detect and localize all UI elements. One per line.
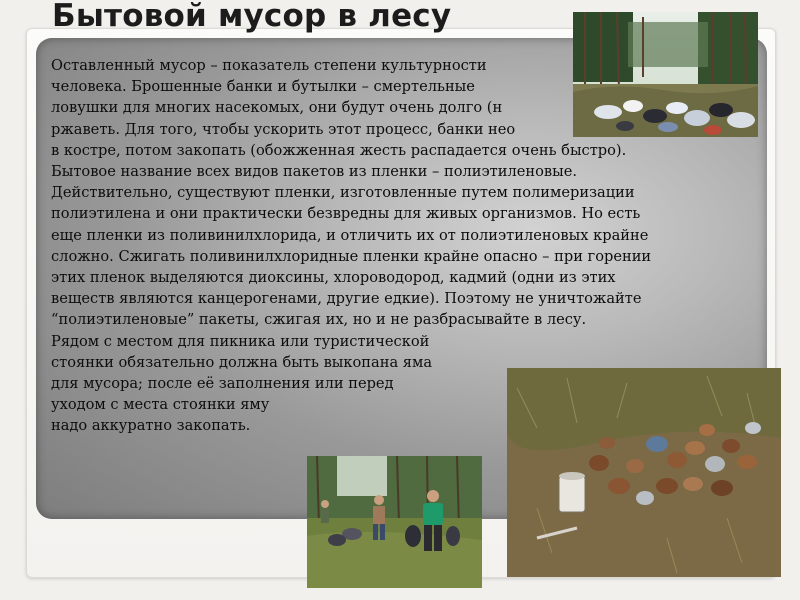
text-line: стоянки обязательно должна быть выкопана яма [51,353,433,371]
text-line: “полиэтиленовые” пакеты, сжигая их, но и не разбрасывайте в лесу. [51,311,587,329]
text-line: этих пленок выделяются диоксины, хлороводород, кадмий (одни из этих [51,269,616,287]
text-line: Действительно, существуют пленки, изготовленные путем полимеризации [51,184,635,202]
text-line: ржаветь. Для того, чтобы ускорить этот процесс, банки нео [51,120,516,138]
slide-title: Бытовой мусор в лесу [52,0,452,34]
text-line: надо аккуратно закопать. [51,417,251,435]
text-line: Оставленный мусор – показатель степени культурности [51,57,487,74]
text-line: сложно. Сжигать поливинилхлоридные пленки крайне опасно – при горении [51,247,652,265]
rusty-cans-photo [507,368,781,577]
forest-garbage-photo [573,12,758,137]
text-line: Бытовое название всех видов пакетов из пленки – полиэтиленовые. [51,163,577,181]
text-line: Рядом с местом для пикника или туристической [51,332,430,350]
cleanup-photo [307,456,482,588]
text-line: еще пленки из поливинилхлорида, и отличить их от полиэтиленовых крайне [51,226,649,244]
text-line: веществ являются канцерогенами, другие едкие). Поэтому не уничтожайте [51,290,642,308]
text-line: для мусора; после её заполнения или перед [51,375,394,393]
text-line: в костре, потом закопать (обожженная жесть распадается очень быстро). [51,141,627,159]
text-line: человека. Брошенные банки и бутылки – смертельные [51,78,475,96]
text-line: ловушки для многих насекомых, они будут очень долго (н [51,99,503,117]
text-line: полиэтилена и они практически безвредны для живых организмов. Но есть [51,205,641,223]
text-line: уходом с места стоянки яму [51,396,270,414]
